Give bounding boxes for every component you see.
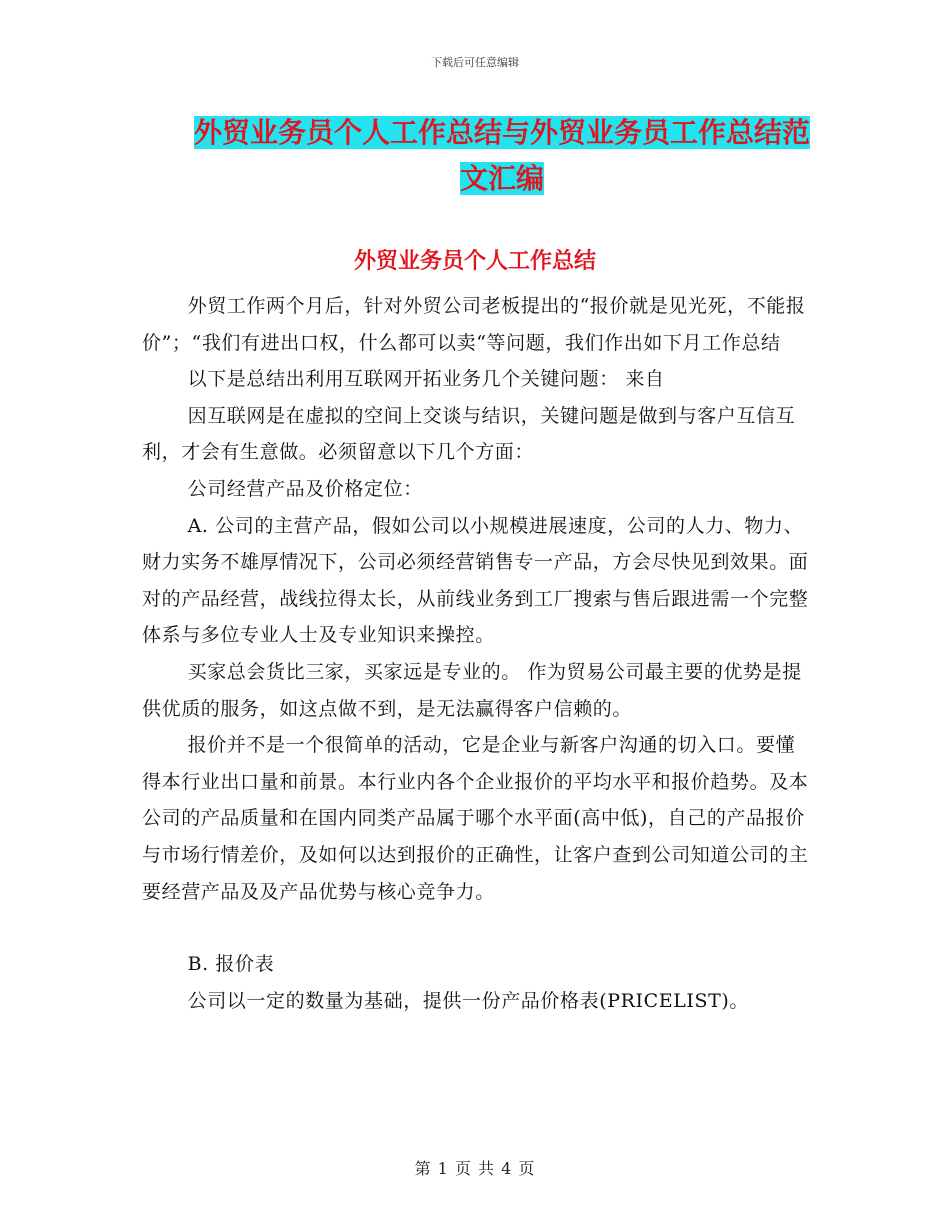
page-number: 第 1 页 共 4 页	[414, 1159, 536, 1178]
paragraph: 外贸工作两个月后，针对外贸公司老板提出的“报价就是见光死，不能报价”；“我们有进出口权，什么都可以卖“等问题，我们作出如下月工作总结	[142, 295, 806, 354]
paragraph: 公司以一定的数量为基础，提供一份产品价格表(PRICELIST)。	[187, 989, 750, 1012]
document-title	[192, 110, 812, 202]
paragraph: 以下是总结出利用互联网开拓业务几个关键问题： 来自	[187, 368, 665, 391]
paragraph: 报价并不是一个很简单的活动，它是企业与新客户沟通的切入口。要懂得本行业出口量和前景。本行业内各个企业报价的平均水平和报价趋势。及本公司的产品质量和在国内同类产品属于哪个水平面(高中低)，自己的产品报价与市场行情差价，及如何以达到报价的正确性，让客户查到公司知道公司的主要经营产品及及产品优势与核心竞争力。	[142, 734, 809, 903]
header-note: 下载后可任意编辑	[431, 56, 519, 69]
paragraph: 公司经营产品及价格定位：	[187, 477, 423, 500]
body-text	[142, 288, 812, 1019]
section-title: 外贸业务员个人工作总结	[353, 249, 596, 274]
paragraph: A. 公司的主营产品，假如公司以小规模进展速度，公司的人力、物力、财力实务不雄厚情况下，公司必须经营销售专一产品，方会尽快见到效果。面对的产品经营，战线拉得太长，从前线业务到工厂搜索与售后跟进需一个完整体系与多位专业人士及专业知识来操控。	[142, 514, 809, 647]
paragraph: 买家总会货比三家，买家远是专业的。 作为贸易公司最主要的优势是提供优质的服务，如这点做不到，是无法赢得客户信赖的。	[142, 660, 802, 720]
paragraph: 因互联网是在虚拟的空间上交谈与结识，关键问题是做到与客户互信互利，才会有生意做。必须留意以下几个方面：	[142, 404, 796, 464]
paragraph: B. 报价表	[187, 953, 275, 976]
document-title-text: 外贸业务员个人工作总结与外贸业务员工作总结范文汇编	[193, 116, 810, 195]
